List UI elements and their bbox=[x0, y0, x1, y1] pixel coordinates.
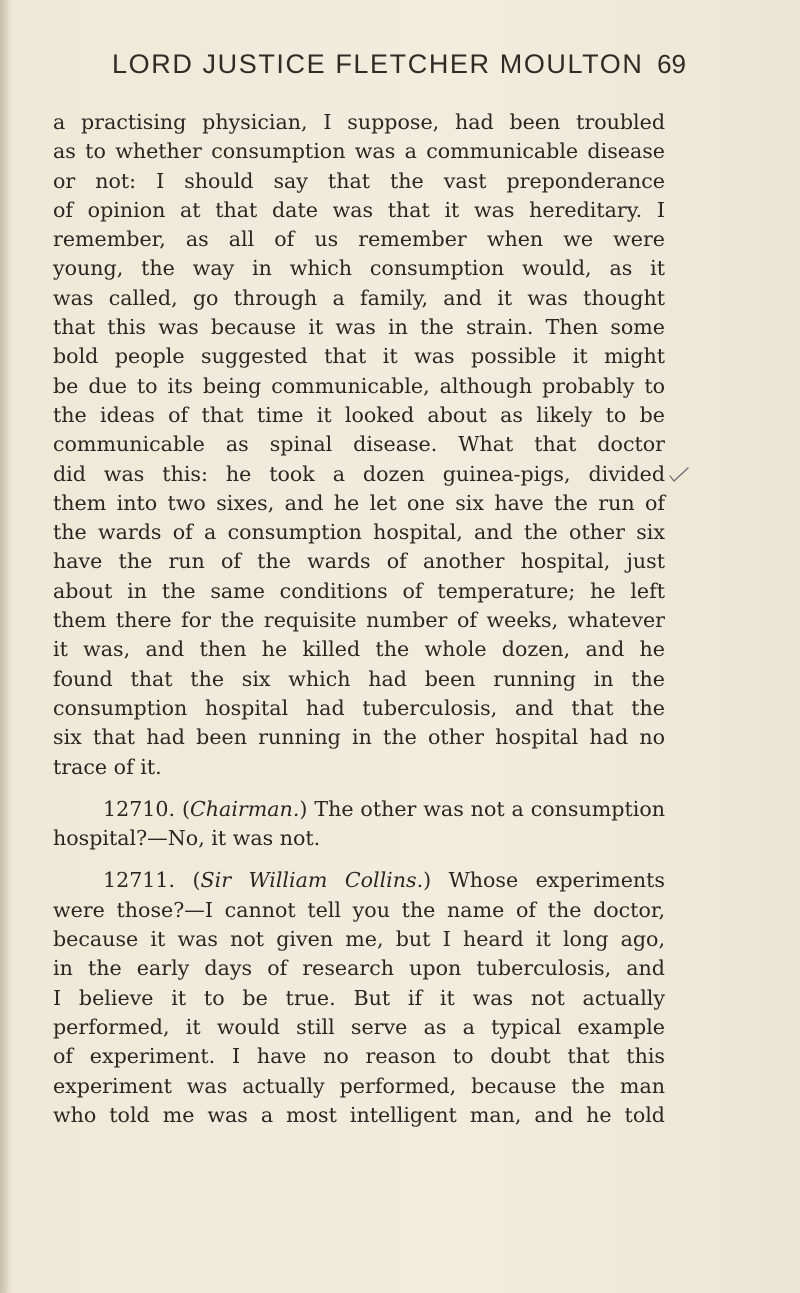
text-line: performed, it would still serve as a typical example bbox=[53, 1014, 665, 1039]
question-number: 12710. bbox=[103, 796, 176, 821]
text-line: that this was because it was in the strain. Then some bbox=[53, 315, 665, 340]
question-number: 12711. bbox=[103, 868, 176, 893]
text-line: bold people suggested that it was possible it might bbox=[53, 344, 665, 369]
text-line: was called, go through a family, and it was thought bbox=[53, 285, 665, 310]
text-line: found that the six which had been running in the bbox=[53, 666, 665, 691]
text-line: the ideas of that time it looked about as likely to be bbox=[53, 402, 665, 427]
text-line: six that had been running in the other hospital had no bbox=[53, 725, 665, 750]
text-line: or not: I should say that the vast preponderance bbox=[53, 168, 665, 193]
running-title: LORD JUSTICE FLETCHER MOULTON bbox=[112, 48, 644, 79]
text-line: experiment was actually performed, because the man bbox=[53, 1073, 665, 1098]
text-line: the wards of a consumption hospital, and the other six bbox=[53, 520, 665, 545]
paragraph-2 bbox=[53, 795, 665, 854]
text-line: did was this: he took a dozen guinea-pigs, divided bbox=[53, 461, 665, 486]
paragraph-1 bbox=[53, 108, 665, 782]
text-line: them there for the requisite number of weeks, whatever bbox=[53, 608, 665, 633]
text-line: in the early days of research upon tuberculosis, and bbox=[53, 956, 665, 981]
question-line: 12710. (Chairman.) The other was not a consumption bbox=[103, 796, 665, 821]
text-line: hospital?—No, it was not. bbox=[53, 826, 321, 851]
question-text: Whose experiments bbox=[448, 868, 665, 893]
body-text bbox=[53, 108, 665, 1130]
text-line: be due to its being communicable, although probably to bbox=[53, 373, 665, 398]
page-number: 69 bbox=[657, 48, 686, 79]
text-line: about in the same conditions of temperature; he left bbox=[53, 578, 665, 603]
speaker-name: Sir William Collins. bbox=[200, 868, 424, 893]
text-line: who told me was a most intelligent man, and he told bbox=[53, 1102, 665, 1127]
text-line: as to whether consumption was a communicable disease bbox=[53, 139, 665, 164]
text-line: consumption hospital had tuberculosis, and that the bbox=[53, 695, 665, 720]
text-line: remember, as all of us remember when we were bbox=[53, 227, 665, 252]
question-text: The other was not a consumption bbox=[314, 796, 665, 821]
speaker-name: Chairman. bbox=[190, 796, 300, 821]
text-line: I believe it to be true. But if it was not actually bbox=[53, 985, 665, 1010]
question-line: 12711. (Sir William Collins.) Whose experiments bbox=[103, 868, 665, 893]
text-line: have the run of the wards of another hospital, just bbox=[53, 549, 665, 574]
text-line: young, the way in which consumption would, as it bbox=[53, 256, 665, 281]
running-head bbox=[112, 44, 686, 84]
text-line: them into two sixes, and he let one six have the run of bbox=[53, 490, 665, 515]
gutter-shadow bbox=[0, 0, 10, 1293]
text-line: because it was not given me, but I heard it long ago, bbox=[53, 927, 665, 952]
text-line: it was, and then he killed the whole dozen, and he bbox=[53, 637, 665, 662]
text-line: of experiment. I have no reason to doubt that this bbox=[53, 1044, 665, 1069]
text-line: communicable as spinal disease. What that doctor bbox=[53, 432, 665, 457]
text-line: trace of it. bbox=[53, 754, 162, 779]
text-line: were those?—I cannot tell you the name of the doctor, bbox=[53, 897, 665, 922]
text-line: a practising physician, I suppose, had been troubled bbox=[53, 110, 665, 134]
paragraph-3 bbox=[53, 866, 665, 1130]
pencil-check-mark-icon bbox=[668, 466, 690, 488]
text-line: of opinion at that date was that it was hereditary. I bbox=[53, 197, 665, 222]
